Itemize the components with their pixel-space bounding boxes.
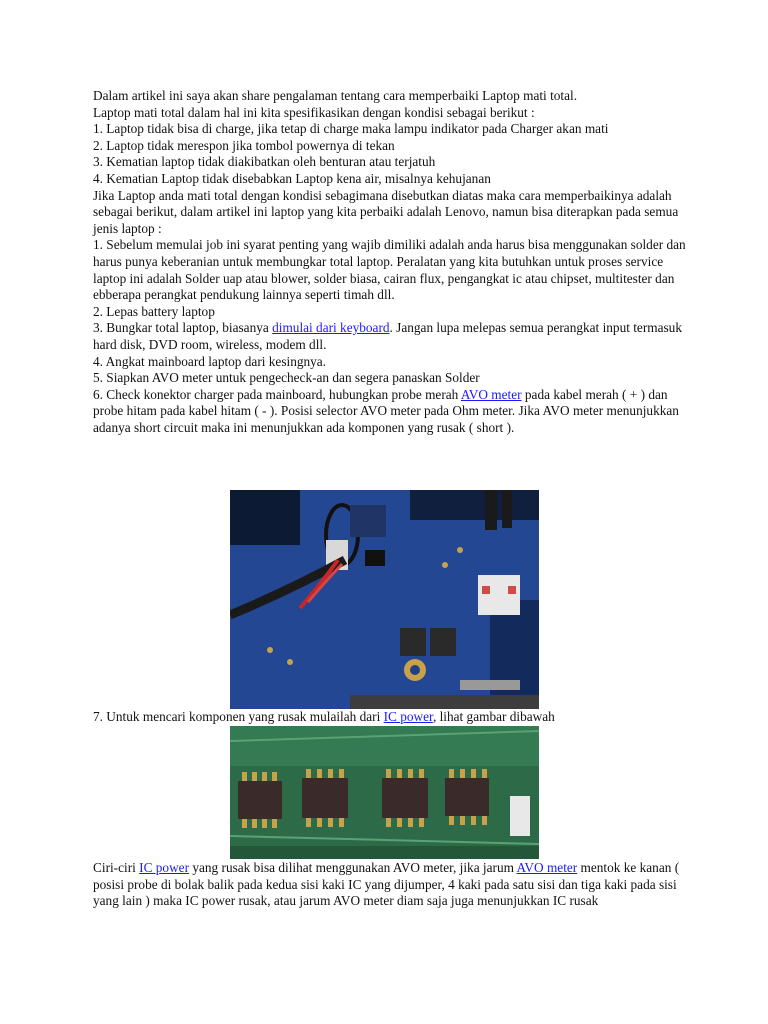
list-item — [93, 387, 693, 437]
list-item: 4. Angkat mainboard laptop dari kesingnya. — [93, 353, 327, 369]
list-item — [93, 709, 693, 726]
list-item: 2. Lepas battery laptop — [93, 303, 215, 319]
ic-power-image — [230, 726, 539, 859]
avo-meter-link[interactable]: AVO meter — [516, 860, 578, 875]
list-item — [93, 320, 693, 353]
article-body — [93, 88, 693, 436]
paragraph: Jika Laptop anda mati total dengan kondisi sebagimana disebutkan diatas maka cara memperbaikinya adalah sebagai berikut, dalam artikel ini laptop yang kita perbaiki adalah Lenovo, namun bisa diterapkan pada semua jenis laptop : — [93, 187, 679, 236]
step-text: 6. Check konektor charger pada mainboard, hubungkan probe merah — [93, 386, 461, 402]
list-item: 3. Kematian laptop tidak diakibatkan oleh benturan atau terjatuh — [93, 154, 436, 170]
list-item: 1. Laptop tidak bisa di charge, jika tetap di charge maka lampu indikator pada Charger akan mati — [93, 121, 609, 137]
mainboard-photo — [230, 490, 539, 709]
closing-text: yang rusak bisa dilihat menggunakan AVO meter, jika jarum — [189, 860, 517, 875]
paragraph: Dalam artikel ini saya akan share pengalaman tentang cara memperbaiki Laptop mati total. — [93, 88, 578, 103]
avo-meter-link[interactable]: AVO meter — [460, 386, 522, 402]
step-text: 3. Bungkar total laptop, biasanya — [93, 320, 273, 336]
closing-paragraph — [93, 860, 693, 910]
mainboard-image — [230, 490, 539, 709]
keyboard-link[interactable]: dimulai dari keyboard — [272, 320, 390, 336]
list-item: 4. Kematian Laptop tidak disebabkan Laptop kena air, misalnya kehujanan — [93, 170, 491, 186]
closing-text: mentok ke kanan ( posisi probe di bolak balik pada kedua sisi kaki IC yang dijumper, 4 kaki pada satu sisi dan tiga kaki pada sisi yang lain ) maka IC power rusak, atau jarum AVO meter diam saja juga menunjukkan IC rusak — [93, 860, 680, 909]
step-7 — [93, 709, 693, 726]
paragraph: Laptop mati total dalam hal ini kita spesifikasikan dengan kondisi sebagai berikut : — [93, 104, 535, 120]
ic-power-link[interactable]: IC power — [383, 709, 433, 724]
list-item: 1. Sebelum memulai job ini syarat penting yang wajib dimiliki adalah anda harus bisa menggunakan solder dan harus punya keberanian untuk membungkar total laptop. Peralatan yang kita butuhkan untuk proses service laptop ini adalah Solder uap atau blower, solder biasa, cairan flux, pengangkat ic atau chipset, multitester dan ebberapa perangkat pendukung lainnya seperti timah dll. — [93, 237, 686, 303]
step-text: 7. Untuk mencari komponen yang rusak mulailah dari — [93, 709, 384, 724]
ic-power-link[interactable]: IC power — [139, 860, 190, 875]
ic-power-photo — [230, 726, 539, 859]
step-text: , lihat gambar dibawah — [432, 709, 555, 724]
step-text: pada kabel merah ( + ) dan probe hitam pada kabel hitam ( - ). Posisi selector AVO meter pada Ohm meter. Jika AVO meter menunjukkan adanya short circuit maka ini menunjukkan ada komponen yang rusak ( short ). — [93, 386, 679, 435]
paragraph — [93, 860, 693, 910]
closing-text: Ciri-ciri — [93, 860, 140, 875]
list-item: 5. Siapkan AVO meter untuk pengecheck-an dan segera panaskan Solder — [93, 370, 480, 386]
step-text: . Jangan lupa melepas semua perangkat input termasuk hard disk, DVD room, wireless, modem dll. — [93, 320, 682, 352]
list-item: 2. Laptop tidak merespon jika tombol powernya di tekan — [93, 137, 395, 153]
